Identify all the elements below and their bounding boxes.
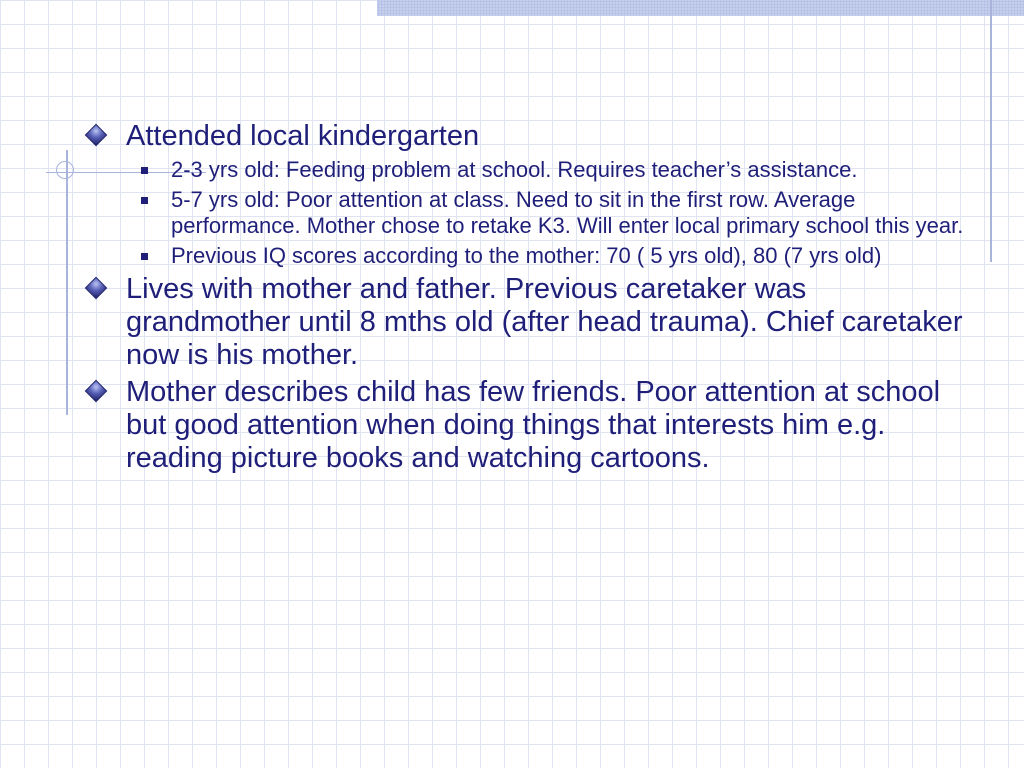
- bullet-1-text: Attended local kindergarten: [126, 120, 480, 152]
- diamond-bullet-icon: [86, 278, 106, 298]
- sub-bullet-3-text: Previous IQ scores according to the mother: 70 ( 5 yrs old), 80 (7 yrs old): [171, 243, 882, 268]
- bullet-1-sublist: [86, 157, 966, 269]
- sub-bullet-2: [86, 187, 966, 239]
- slide-body: [86, 120, 966, 479]
- square-bullet-icon: [141, 253, 148, 260]
- bullet-3: [86, 376, 966, 475]
- sub-bullet-2-text: 5-7 yrs old: Poor attention at class. Need to sit in the first row. Average performance. Mother chose to retake K3. Will enter local primary school this year.: [171, 187, 964, 238]
- bullet-2-text: Lives with mother and father. Previous caretaker was grandmother until 8 mths old (after head trauma). Chief caretaker now is his mother.: [126, 273, 963, 371]
- square-bullet-icon: [141, 197, 148, 204]
- bullet-2: [86, 273, 966, 372]
- sub-bullet-3: [86, 243, 966, 269]
- ring-ornament: [56, 161, 74, 179]
- diamond-bullet-icon: [86, 125, 106, 145]
- bullet-3-text: Mother describes child has few friends. Poor attention at school but good attention when doing things that interests him e.g. reading picture books and watching cartoons.: [126, 376, 941, 474]
- top-decorative-band: [377, 0, 1024, 16]
- sub-bullet-1: [86, 157, 966, 183]
- diamond-bullet-icon: [86, 381, 106, 401]
- sub-bullet-1-text: 2-3 yrs old: Feeding problem at school. Requires teacher’s assistance.: [171, 157, 858, 182]
- bullet-1: [86, 120, 966, 153]
- left-vertical-rule: [66, 150, 68, 415]
- right-vertical-rule: [990, 0, 992, 262]
- square-bullet-icon: [141, 167, 148, 174]
